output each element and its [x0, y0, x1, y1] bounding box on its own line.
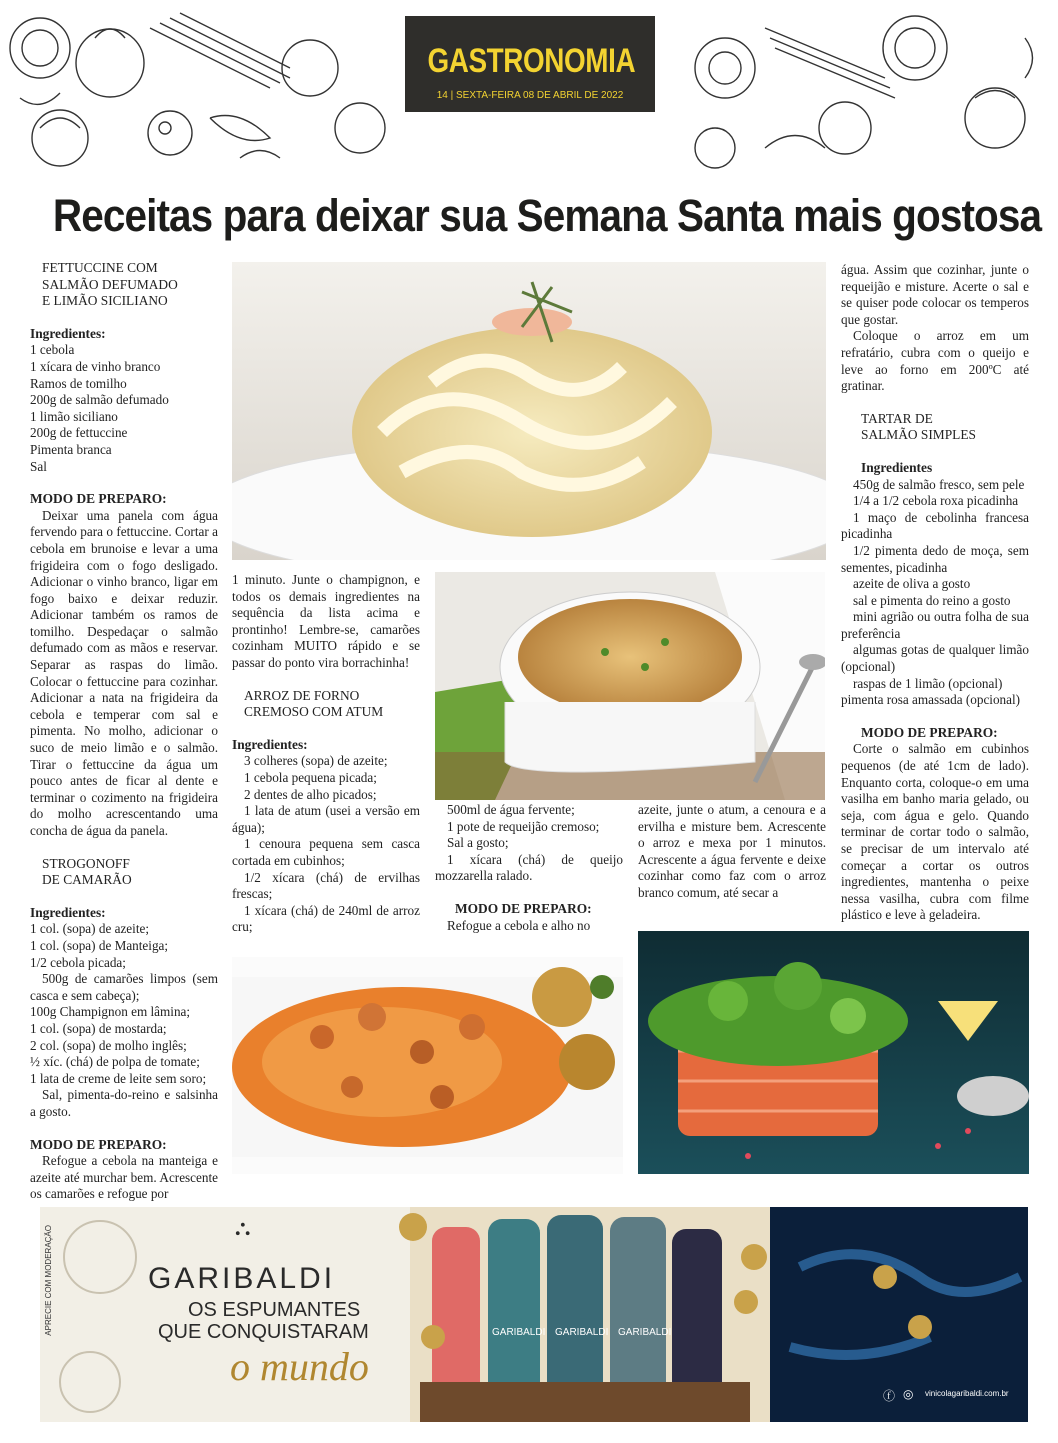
recipe-title: STROGONOFF: [42, 855, 130, 871]
ingredient-item: 100g Champignon em lâmina;: [30, 1004, 191, 1020]
ingredient-item: 1 xícara de vinho branco: [30, 358, 161, 374]
ingredient-item: Ramos de tomilho: [30, 375, 127, 391]
ingredient-item: 1 xícara (chá) de 240ml de arroz cru;: [232, 902, 420, 935]
ingredient-item: 1 pote de requeijão cremoso;: [447, 818, 600, 834]
ingredients-label: Ingredientes: [861, 459, 933, 475]
recipe-title: CREMOSO COM ATUM: [244, 704, 384, 720]
ingredient-item: 200g de fettuccine: [30, 425, 128, 441]
headline: Receitas para deixar sua Semana Santa mais gostosa: [52, 190, 1042, 241]
ingredient-item: 1 lata de atum (usei a versão em água);: [232, 803, 420, 835]
drink-responsibly-notice: APRECIE COM MODERAÇÃO: [44, 1225, 53, 1336]
garibaldi-logo-icon: ⛬: [235, 1215, 251, 1240]
facebook-icon[interactable]: ⓕ: [883, 1389, 896, 1403]
ingredient-item: 1/2 xícara (chá) de ervilhas frescas;: [232, 869, 420, 902]
ingredient-item: 1/2 pimenta dedo de moça, sem sementes, picadinha: [841, 542, 1029, 575]
website-link[interactable]: vinicolagaribaldi.com.br: [925, 1389, 1009, 1398]
ingredient-item: 1 cenoura pequena sem casca cortada em cubinhos;: [232, 836, 420, 868]
bottle-label: GARIBALDI: [555, 1327, 609, 1338]
bottle-label: GARIBALDI: [492, 1327, 546, 1338]
prep-label: MODO DE PREPARO:: [861, 724, 998, 740]
recipe-title: SALMÃO DEFUMADO: [42, 276, 178, 292]
ingredient-item: 1 limão siciliano: [30, 408, 118, 424]
ingredient-item: 3 colheres (sopa) de azeite;: [244, 753, 388, 769]
recipe-fettuccine: [30, 260, 218, 1203]
ingredient-item: 1 lata de creme de leite sem soro;: [30, 1070, 207, 1086]
ad-slogan-highlight: o mundo: [230, 1344, 369, 1389]
ingredient-item: 200g de salmão defumado: [30, 392, 169, 408]
ingredient-item: mini agrião ou outra folha de sua preferência: [841, 609, 1029, 641]
prep-text: Refogue a cebola e alho no: [447, 917, 591, 933]
prep-label: MODO DE PREPARO:: [30, 491, 167, 507]
ingredients-label: Ingredientes:: [30, 325, 106, 341]
ingredient-item: 1/4 a 1/2 cebola roxa picadinha: [853, 493, 1019, 509]
prep-text: 1 minuto. Junte o champignon, e todos os demais ingredientes na sequência da lista acima e prontinho! Lembre-se, camarões cozinham MUITO rápido e se passar do ponto vira borrachinha!: [232, 572, 420, 670]
prep-text: Deixar uma panela com água fervendo para o fettuccine. Cortar a cebola em brunoise e levar a uma frigideira com o fogo desligado. Adicionar o vinho branco, ligar em fogo baixo e deixar reduzir. Adicionar também os ramos de tomilho. Despedaçar o salmão defumado com as mãos e reservar. Separar as raspas do limão. Colocar o fettuccine para cozinhar. Adicionar a nata na frigideira da cebola e temperar com sal e pimenta. No molho, adicionar o suco de meio limão e o salmão. Tirar o fettuccine da água um pouco antes de ficar al dente e terminar o cozimento na frigideira do molho acrescentando uma concha de água da panela.: [30, 507, 218, 838]
rice-ingredients-continued: [435, 802, 623, 934]
ingredients-label: Ingredientes:: [30, 904, 106, 920]
strogonoff-continuation: [232, 572, 420, 936]
recipe-title: FETTUCCINE COM: [42, 260, 158, 275]
ingredient-item: Sal, pimenta-do-reino e salsinha a gosto.: [30, 1087, 218, 1119]
ingredient-item: raspas de 1 limão (opcional): [853, 675, 1003, 691]
recipe-title: ARROZ DE FORNO: [244, 687, 360, 703]
vegetable-sketch-right: [655, 8, 1058, 176]
ingredient-item: pimenta rosa amassada (opcional): [841, 692, 1021, 708]
salmon-tartar-photo: [638, 931, 1029, 1174]
ingredient-item: 1/2 cebola picada;: [30, 954, 126, 970]
ingredient-item: 1 cebola: [30, 342, 75, 358]
recipe-title: E LIMÃO SICILIANO: [42, 293, 168, 309]
ingredient-item: Sal: [30, 458, 47, 474]
ingredient-item: Pimenta branca: [30, 441, 112, 457]
ingredient-item: 1 col. (sopa) de mostarda;: [30, 1020, 167, 1036]
section-title: GASTRONOMIA: [427, 42, 636, 80]
recipe-tartar: [841, 262, 1029, 924]
ingredient-item: azeite de oliva a gosto: [853, 576, 971, 592]
recipe-title: SALMÃO SIMPLES: [861, 427, 976, 443]
prep-text: água. Assim que cozinhar, junte o requeijão e misture. Acerte o sal e se quiser pode colocar os temperos que gostar.: [841, 262, 1029, 327]
header-band: [0, 0, 1058, 178]
prep-text: Coloque o arroz em um refratário, cubra com o queijo e leve ao forno em 200ºC até gratinar.: [841, 328, 1029, 394]
ingredient-item: ½ xíc. (chá) de polpa de tomate;: [30, 1054, 200, 1070]
ingredient-item: algumas gotas de qualquer limão (opcional): [841, 642, 1029, 675]
ingredient-item: 1 col. (sopa) de Manteiga;: [30, 937, 169, 953]
ingredient-item: 1 cebola pequena picada;: [244, 769, 377, 785]
section-banner: [405, 16, 655, 112]
ad-slogan: OS ESPUMANTES: [188, 1299, 361, 1321]
ingredient-item: 500g de camarões limpos (sem casca e sem cabeça);: [30, 971, 218, 1003]
prep-text: Corte o salmão em cubinhos pequenos (de até 1cm de lado). Enquanto corta, coloque-o em uma vasilha em banho maria gelado, ou seja, com água e gelo. Quando terminar de cortar todo o salmão, se precisar de um intervalo até começar a cortar os outros ingredientes, mantenha o peixe nessa vasilha, cubra com filme plástico e leve à geladeira.: [841, 741, 1029, 923]
instagram-icon[interactable]: ◎: [903, 1387, 914, 1401]
vegetable-sketch-left: [0, 8, 400, 176]
prep-text: Refogue a cebola na manteiga e azeite até murchar bem. Acrescente os camarões e refogue por: [30, 1153, 218, 1202]
garibaldi-advertisement: [40, 1207, 1028, 1422]
recipe-title: DE CAMARÃO: [42, 872, 132, 888]
prep-label: MODO DE PREPARO:: [30, 1136, 167, 1152]
ingredient-item: 2 col. (sopa) de molho inglês;: [30, 1037, 187, 1053]
ingredient-item: Sal a gosto;: [447, 835, 509, 851]
bottle-label: GARIBALDI: [618, 1327, 672, 1338]
ingredient-item: sal e pimenta do reino a gosto: [853, 592, 1011, 608]
edition-date: 14 | SEXTA-FEIRA 08 DE ABRIL DE 2022: [436, 90, 624, 101]
prep-label: MODO DE PREPARO:: [455, 900, 592, 916]
rice-casserole-photo: [435, 572, 825, 800]
ingredient-item: 1 xícara (chá) de queijo mozzarella ralado.: [435, 851, 623, 884]
ad-slogan: QUE CONQUISTARAM: [158, 1321, 369, 1343]
recipe-title: TARTAR DE: [861, 410, 933, 426]
rice-prep-continued: [638, 802, 826, 902]
prep-text: azeite, junte o atum, a cenoura e a ervilha e misture bem. Acrescente o arroz e mexa por 1 minutos. Acrescente a água fervente e deixe cozinhar como faz com o arroz branco comum, até secar a: [638, 802, 826, 900]
ingredient-item: 1 maço de cebolinha francesa picadinha: [841, 509, 1029, 542]
ingredients-label: Ingredientes:: [232, 736, 308, 752]
brand-name: GARIBALDI: [148, 1262, 336, 1295]
ingredient-item: 1 col. (sopa) de azeite;: [30, 921, 149, 937]
ingredient-item: 500ml de água fervente;: [447, 802, 575, 817]
ingredient-item: 450g de salmão fresco, sem pele: [853, 476, 1025, 492]
ingredient-item: 2 dentes de alho picados;: [244, 786, 377, 802]
fettuccine-photo: [232, 262, 826, 560]
strogonoff-photo: [232, 957, 623, 1174]
